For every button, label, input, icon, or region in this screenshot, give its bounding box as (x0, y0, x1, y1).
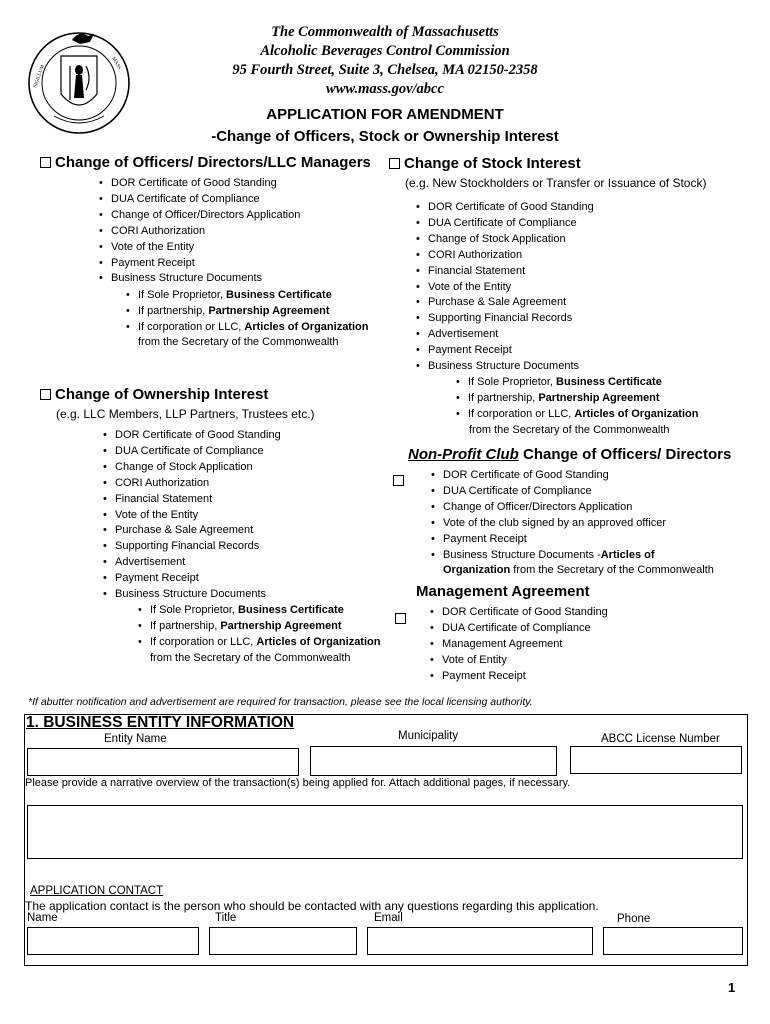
list-item: • Payment Receipt (416, 343, 746, 359)
list-item: • DOR Certificate of Good Standing (431, 468, 761, 484)
nonprofit-list (431, 468, 761, 579)
list-item: • Business Structure Documents (103, 587, 393, 603)
ownership-subheading: (e.g. LLC Members, LLP Partners, Trustees etc.) (56, 407, 315, 421)
list-item: • DUA Certificate of Compliance (416, 216, 746, 232)
management-list (430, 605, 760, 685)
svg-text:SIGILLUM: SIGILLUM (33, 64, 47, 89)
stock-sub3-cont: from the Secretary of the Commonwealth (469, 424, 670, 436)
list-item: • Payment Receipt (103, 571, 393, 587)
phone-label: Phone (617, 913, 651, 925)
application-contact-heading: APPLICATION CONTACT (30, 885, 164, 897)
list-item: • Change of Officer/Directors Application (431, 500, 761, 516)
list-item: • If corporation or LLC, Articles of Organization (456, 407, 756, 423)
stock-heading-row (389, 155, 581, 172)
header-line-3: 95 Fourth Street, Suite 3, Chelsea, MA 02150-2358 (232, 62, 538, 78)
list-item: • Management Agreement (430, 637, 760, 653)
contact-title-field[interactable] (209, 927, 357, 955)
list-item: • If Sole Proprietor, Business Certificate (126, 288, 396, 304)
list-item: • Supporting Financial Records (103, 539, 393, 555)
list-item: • Financial Statement (103, 492, 393, 508)
narrative-label: Please provide a narrative overview of the transaction(s) being applied for. Attach additional pages, if necessary. (25, 777, 571, 789)
list-item: • CORI Authorization (103, 476, 393, 492)
list-item: • DOR Certificate of Good Standing (103, 428, 393, 444)
list-item: • If partnership, Partnership Agreement (126, 304, 396, 320)
list-item: • Business Structure Documents (416, 359, 746, 375)
ownership-heading-row (40, 386, 268, 403)
list-item: • Vote of Entity (430, 653, 760, 669)
list-item: • If corporation or LLC, Articles of Organization (138, 635, 408, 651)
stock-checkbox[interactable] (389, 158, 400, 169)
list-item: • Purchase & Sale Agreement (416, 295, 746, 311)
application-contact-desc: The application contact is the person who should be contacted with any questions regarding this application. (25, 899, 599, 913)
abutter-note: *If abutter notification and advertisement are required for transaction, please see the local licensing authority. (28, 696, 533, 708)
stock-heading: Change of Stock Interest (404, 155, 581, 172)
entity-name-field[interactable] (27, 748, 299, 776)
municipality-field[interactable] (310, 746, 557, 776)
management-heading: Management Agreement (416, 583, 590, 600)
svg-text:MASS: MASS (110, 56, 122, 71)
header-line-4: www.mass.gov/abcc (326, 81, 444, 97)
list-item: • Change of Stock Application (416, 232, 746, 248)
contact-name-field[interactable] (27, 927, 199, 955)
officers-checkbox[interactable] (40, 157, 51, 168)
email-label: Email (374, 912, 403, 924)
list-item: • Advertisement (103, 555, 393, 571)
nonprofit-heading-underlined: Non-Profit Club (408, 446, 519, 463)
list-item: • If corporation or LLC, Articles of Organization (126, 320, 396, 336)
list-item: • Advertisement (416, 327, 746, 343)
section1-heading: 1. BUSINESS ENTITY INFORMATION (26, 714, 295, 731)
list-item: • If Sole Proprietor, Business Certificate (138, 603, 408, 619)
contact-email-field[interactable] (367, 927, 593, 955)
officers-heading-row (40, 154, 371, 171)
list-item: • Change of Officer/Directors Application (99, 208, 389, 224)
officers-sub3-cont: from the Secretary of the Commonwealth (138, 336, 339, 348)
list-item: • Payment Receipt (431, 532, 761, 548)
officers-list (99, 176, 389, 287)
list-item: • Payment Receipt (430, 669, 760, 685)
list-item: • DUA Certificate of Compliance (431, 484, 761, 500)
management-checkbox[interactable] (395, 613, 406, 624)
contact-phone-field[interactable] (603, 927, 743, 955)
license-number-field[interactable] (570, 746, 742, 774)
header-line-2: Alcoholic Beverages Control Commission (260, 43, 510, 59)
header-line-1: The Commonwealth of Massachusetts (271, 24, 499, 40)
stock-sublist (456, 375, 756, 423)
list-item: • If partnership, Partnership Agreement (456, 391, 756, 407)
list-item: • Financial Statement (416, 264, 746, 280)
narrative-field[interactable] (27, 805, 743, 859)
list-item: • CORI Authorization (416, 248, 746, 264)
list-item: • DUA Certificate of Compliance (103, 444, 393, 460)
list-item: • Purchase & Sale Agreement (103, 523, 393, 539)
list-item: • If partnership, Partnership Agreement (138, 619, 408, 635)
list-item: • DUA Certificate of Compliance (430, 621, 760, 637)
ownership-sub3-cont: from the Secretary of the Commonwealth (150, 652, 351, 664)
officers-sublist (126, 288, 396, 336)
form-subtitle: -Change of Officers, Stock or Ownership Interest (211, 128, 559, 145)
officers-heading: Change of Officers/ Directors/LLC Managers (55, 154, 371, 171)
title-label: Title (215, 912, 237, 924)
list-item: • Payment Receipt (99, 256, 389, 272)
list-item: • Business Structure Documents (99, 271, 389, 287)
ownership-checkbox[interactable] (40, 389, 51, 400)
municipality-label: Municipality (398, 730, 459, 742)
list-item: • Vote of the Entity (99, 240, 389, 256)
name-label: Name (27, 912, 58, 924)
form-title: APPLICATION FOR AMENDMENT (266, 106, 504, 123)
list-item: • Business Structure Documents -Articles of Organization from the Secretary of the Commonwealth (431, 548, 761, 580)
list-item: • CORI Authorization (99, 224, 389, 240)
list-item: • DUA Certificate of Compliance (99, 192, 389, 208)
list-item: • DOR Certificate of Good Standing (99, 176, 389, 192)
list-item: • DOR Certificate of Good Standing (430, 605, 760, 621)
list-item: • Supporting Financial Records (416, 311, 746, 327)
list-item: • Vote of the club signed by an approved officer (431, 516, 761, 532)
ownership-list (103, 428, 393, 603)
ownership-heading: Change of Ownership Interest (55, 386, 269, 403)
list-item: • Change of Stock Application (103, 460, 393, 476)
nonprofit-heading: Non-Profit Club Change of Officers/ Directors (408, 446, 732, 463)
list-item: • If Sole Proprietor, Business Certificate (456, 375, 756, 391)
page-number: 1 (728, 980, 736, 995)
list-item: • Vote of the Entity (416, 280, 746, 296)
license-number-label: ABCC License Number (601, 733, 720, 745)
list-item: • Vote of the Entity (103, 508, 393, 524)
stock-subheading: (e.g. New Stockholders or Transfer or Issuance of Stock) (405, 176, 707, 190)
nonprofit-checkbox[interactable] (393, 475, 404, 486)
ownership-sublist (138, 603, 408, 651)
entity-name-label: Entity Name (104, 733, 167, 745)
list-item: • DOR Certificate of Good Standing (416, 200, 746, 216)
stock-list (416, 200, 746, 375)
